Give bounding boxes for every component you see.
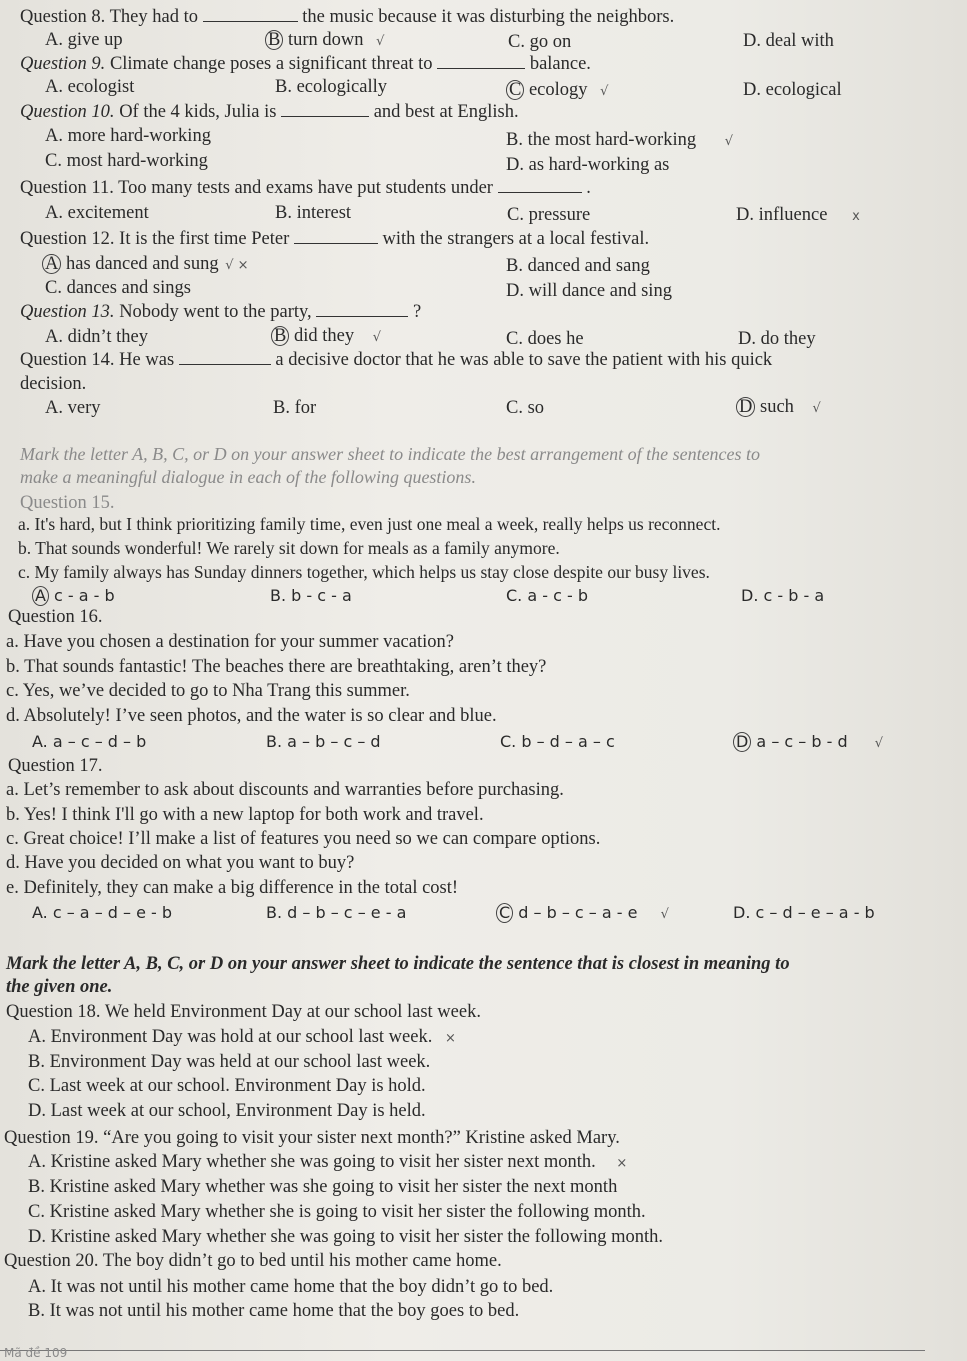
q17-option-d: D. c – d – e – a - b [733, 903, 875, 922]
footer-divider [0, 1350, 925, 1351]
q19-cross-mark: × [616, 1156, 628, 1171]
q14-option-c: C. so [506, 398, 545, 418]
q14-circled-letter: D [736, 397, 755, 417]
q11-stem-b: . [586, 178, 591, 198]
q19-option-b: B. Kristine asked Mary whether was she going to visit her sister the next month [28, 1177, 618, 1197]
q12-option-a [42, 253, 249, 277]
q9-stem [20, 53, 591, 75]
q18-option-a [28, 1026, 456, 1050]
q14-blank [179, 350, 271, 365]
q16-check-mark: √ [874, 736, 884, 751]
q16-option-b: B. a – b – c – d [266, 732, 381, 751]
q9-stem-a: Climate change poses a significant threat to [109, 54, 433, 74]
q13-option-b-text: did they [293, 326, 355, 346]
q9-check-mark: √ [600, 84, 609, 99]
q16-option-a: A. a – c – d – b [32, 732, 147, 751]
q9-blank [437, 54, 525, 69]
q9-label: Question 9. [20, 54, 106, 74]
q20-stem: Question 20. The boy didn’t go to bed until his mother came home. [4, 1251, 502, 1271]
q16-sentence-b: b. That sounds fantastic! The beaches there are breathtaking, aren’t they? [6, 657, 547, 677]
q16-sentence-c: c. Yes, we’ve decided to go to Nha Trang this summer. [6, 681, 410, 701]
q18-option-d: D. Last week at our school, Environment Day is held. [28, 1101, 426, 1121]
q17-sentence-d: d. Have you decided on what you want to buy? [6, 853, 355, 873]
q13-stem-b: ? [412, 302, 422, 322]
q12-circled-letter: A [42, 254, 61, 274]
q11-option-d-text: D. influence [736, 205, 828, 225]
q12-check-cross-mark: √ × [225, 258, 249, 273]
q18-option-b: B. Environment Day was held at our school last week. [28, 1052, 431, 1072]
q10-option-d: D. as hard-working as [506, 155, 670, 175]
q11-stem [20, 177, 591, 199]
q17-option-b: B. d – b – c – e - a [266, 903, 407, 922]
q13-stem-a: Nobody went to the party, [119, 302, 312, 322]
exam-code: Mã đề 109 [4, 1346, 68, 1360]
q16-option-c: C. b – d – a – c [500, 732, 615, 751]
q10-stem-a: Of the 4 kids, Julia is [119, 102, 277, 122]
q15-option-c: C. a - c - b [506, 586, 588, 605]
q15-sentence-b: b. That sounds wonderful! We rarely sit down for meals as a family anymore. [18, 538, 560, 558]
q13-option-d: D. do they [738, 329, 816, 349]
q10-stem [20, 101, 519, 123]
q12-stem-b: with the strangers at a local festival. [382, 229, 650, 249]
q15-label: Question 15. [20, 493, 115, 513]
q10-option-b [506, 129, 733, 153]
q14-stem-b: a decisive doctor that he was able to save the patient with his quick [275, 350, 773, 370]
q18-option-a-text: A. Environment Day was hold at our school last week. [28, 1027, 433, 1047]
q8-stem-a: Question 8. They had to [20, 7, 198, 27]
q16-circled-letter: D [733, 732, 751, 752]
q9-option-c [506, 79, 608, 103]
q19-option-a [28, 1151, 627, 1175]
instruction-arrangement-line1: Mark the letter A, B, C, or D on your answer sheet to indicate the best arrangement of the sentences to [20, 444, 761, 464]
q15-option-d: D. c - b - a [741, 586, 825, 605]
q10-option-a: A. more hard-working [45, 126, 211, 146]
q14-stem-a: Question 14. He was [20, 350, 175, 370]
q10-stem-b: and best at English. [373, 102, 519, 122]
q16-sentence-d: d. Absolutely! I’ve seen photos, and the water is so clear and blue. [6, 706, 497, 726]
q17-option-c [496, 902, 669, 926]
q17-option-c-text: d – b – c – a - e [518, 903, 638, 922]
q12-option-a-text: has danced and sung [66, 254, 219, 274]
q15-option-b: B. b - c - a [270, 586, 352, 605]
q11-option-a: A. excitement [45, 203, 149, 223]
q17-option-a: A. c – a – d – e - b [32, 903, 173, 922]
q8-option-a: A. give up [45, 30, 123, 50]
q14-stem-c: decision. [20, 374, 87, 394]
q16-option-d [733, 731, 883, 755]
q18-option-c: C. Last week at our school. Environment Day is hold. [28, 1076, 426, 1096]
q8-option-b [265, 29, 384, 53]
q9-option-a: A. ecologist [45, 77, 135, 97]
q17-sentence-a: a. Let’s remember to ask about discounts and warranties before purchasing. [6, 780, 564, 800]
q12-option-b: B. danced and sang [506, 256, 650, 276]
q19-stem: Question 19. “Are you going to visit your sister next month?” Kristine asked Mary. [4, 1128, 620, 1148]
q12-option-c: C. dances and sings [45, 278, 191, 298]
q11-cross-mark: x [852, 209, 860, 224]
q12-option-d: D. will dance and sing [506, 281, 672, 301]
q8-option-d: D. deal with [743, 31, 834, 51]
q14-option-d [736, 396, 821, 420]
q11-stem-a: Question 11. Too many tests and exams have put students under [20, 178, 493, 198]
q13-option-b [271, 325, 381, 349]
q15-sentence-c: c. My family always has Sunday dinners together, which helps us stay close despite our busy lives. [18, 562, 710, 582]
q15-option-a-text: c - a - b [54, 586, 115, 605]
q10-option-b-text: B. the most hard-working [506, 130, 697, 150]
q11-option-b: B. interest [275, 203, 352, 223]
q17-sentence-b: b. Yes! I think I'll go with a new laptop for both work and travel. [6, 805, 484, 825]
q14-option-a: A. very [45, 398, 101, 418]
q13-label: Question 13. [20, 302, 115, 322]
q9-option-b: B. ecologically [275, 77, 387, 97]
q19-option-d: D. Kristine asked Mary whether she was going to visit her sister the following month. [28, 1227, 664, 1247]
q12-blank [294, 229, 378, 244]
q8-blank [203, 7, 298, 22]
q10-check-mark: √ [724, 134, 734, 149]
q17-sentence-e: e. Definitely, they can make a big difference in the total cost! [6, 878, 459, 898]
q17-sentence-c: c. Great choice! I’ll make a list of features you need so we can compare options. [6, 829, 601, 849]
q14-option-b: B. for [273, 398, 317, 418]
q14-option-d-text: such [760, 397, 794, 417]
q8-stem-b: the music because it was disturbing the neighbors. [302, 7, 675, 27]
q11-option-d [736, 204, 860, 228]
q12-stem [20, 228, 649, 250]
q9-stem-b: balance. [529, 54, 591, 74]
q20-option-a: A. It was not until his mother came home that the boy didn’t go to bed. [28, 1277, 554, 1297]
q13-blank [316, 302, 408, 317]
q19-option-a-text: A. Kristine asked Mary whether she was going to visit her sister next month. [28, 1152, 596, 1172]
q11-option-c: C. pressure [507, 205, 591, 225]
q13-option-c: C. does he [506, 329, 584, 349]
q14-stem [20, 349, 772, 371]
q10-option-c: C. most hard-working [45, 151, 208, 171]
q9-circled-letter: C [506, 80, 524, 100]
q8-option-b-text: turn down [287, 30, 364, 50]
q9-option-d: D. ecological [743, 80, 842, 100]
q15-circled-letter: A [32, 586, 49, 606]
q16-label: Question 16. [8, 607, 103, 627]
q13-option-a: A. didn’t they [45, 327, 148, 347]
q9-option-c-text: ecology [528, 80, 588, 100]
q13-check-mark: √ [372, 330, 382, 345]
q17-check-mark: √ [660, 907, 669, 922]
q8-stem [20, 6, 674, 28]
q14-check-mark: √ [812, 401, 821, 416]
q17-circled-letter: C [496, 903, 513, 923]
q8-check-mark: √ [376, 34, 385, 49]
q13-circled-letter: B [271, 326, 289, 346]
q19-option-c: C. Kristine asked Mary whether she is going to visit her sister the following month. [28, 1202, 646, 1222]
q10-blank [281, 102, 369, 117]
q15-option-a [32, 585, 115, 607]
instruction-meaning-line1: Mark the letter A, B, C, or D on your answer sheet to indicate the sentence that is closest in meaning to [6, 954, 790, 974]
q11-blank [498, 178, 582, 193]
q17-label: Question 17. [8, 756, 103, 776]
q18-stem: Question 18. We held Environment Day at our school last week. [6, 1002, 481, 1022]
q16-sentence-a: a. Have you chosen a destination for your summer vacation? [6, 632, 454, 652]
q20-option-b: B. It was not until his mother came home that the boy goes to bed. [28, 1301, 520, 1321]
q10-label: Question 10. [20, 102, 115, 122]
q12-stem-a: Question 12. It is the first time Peter [20, 229, 290, 249]
q16-option-d-text: a – c – b - d [756, 732, 848, 751]
q15-sentence-a: a. It's hard, but I think prioritizing family time, even just one meal a week, really helps us reconnect. [18, 514, 721, 534]
q8-circled-letter: B [265, 30, 283, 50]
q8-option-c: C. go on [508, 32, 572, 52]
instruction-meaning-line2: the given one. [6, 977, 113, 997]
q18-cross-mark: × [444, 1031, 456, 1046]
instruction-arrangement-line2: make a meaningful dialogue in each of the following questions. [20, 467, 476, 487]
q13-stem [20, 301, 421, 323]
